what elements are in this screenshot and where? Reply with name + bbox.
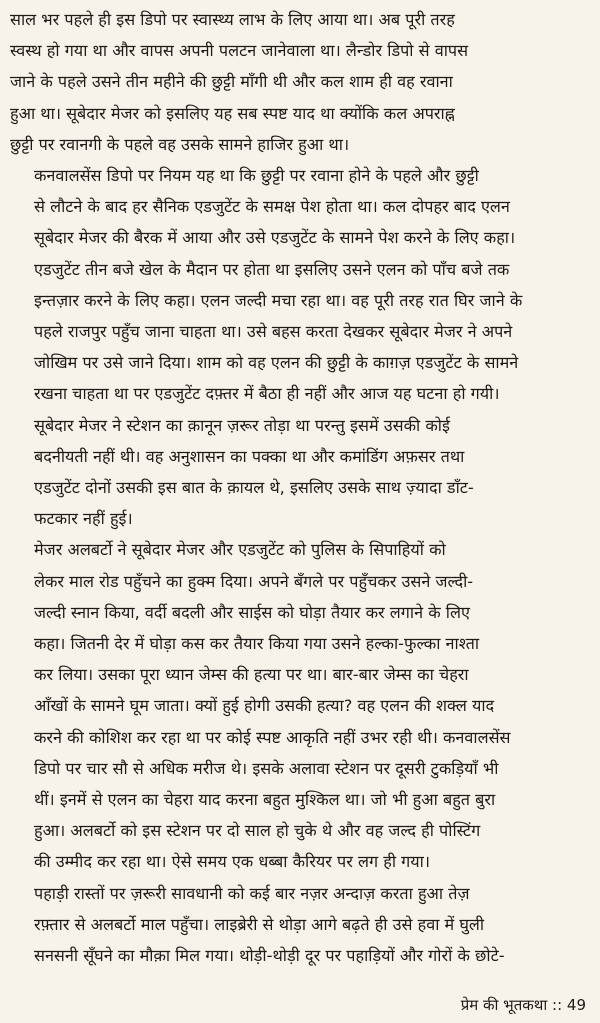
- text-line: की उम्मीद कर रहा था। ऐसे समय एक धब्बा कैरियर पर लग ही गया।: [34, 852, 430, 872]
- text-line: से लौटने के बाद हर सैनिक एडजुटेंट के समक्ष पेश होता था। कल दोपहर बाद एलन: [34, 197, 510, 217]
- text-line: सनसनी सूँघने का मौक़ा मिल गया। थोड़ी-थोड़ी दूर पर पहाड़ियों और गोरों के छोटे-: [34, 946, 505, 966]
- text-line: सूबेदार मेजर ने स्टेशन का क़ानून ज़रूर तोड़ा था परन्तु इसमें उसकी कोई: [34, 415, 450, 435]
- text-line: कर लिया। उसका पूरा ध्यान जेम्स की हत्या पर था। बार-बार जेम्स का चेहरा: [34, 665, 469, 685]
- text-line: पहले राजपुर पहुँच जाना चाहता था। उसे बहस करता देखकर सूबेदार मेजर ने अपने: [34, 322, 513, 342]
- paragraph-4: [10, 534, 590, 877]
- text-line: स्वस्थ हो गया था और वापस अपनी पलटन जानेवाला था। लैन्डोर डिपो से वापस: [10, 41, 469, 61]
- text-line: एडजुटेंट तीन बजे खेल के मैदान पर होता था इसलिए उसने एलन को पाँच बजे तक: [34, 259, 510, 279]
- paragraph-1: [10, 4, 590, 160]
- text-line: जोखिम पर उसे जाने दिया। शाम को वह एलन की छुट्टी के काग़ज़ एडजुटेंट के सामने: [34, 353, 519, 373]
- text-line: डिपो पर चार सौ से अधिक मरीज थे। इसके अलावा स्टेशन पर दूसरी टुकड़ियाँ भी: [34, 758, 499, 778]
- text-line: छुट्टी पर रवानगी के पहले वह उसके सामने हाजिर हुआ था।: [10, 134, 350, 154]
- text-line: एडजुटेंट दोनों उसकी इस बात के क़ायल थे, इसलिए उसके साथ ज़्यादा डाँट-: [34, 478, 474, 498]
- page-footer: प्रेम की भूतकथा :: 49: [460, 996, 586, 1014]
- text-line: करने की कोशिश कर रहा था पर कोई स्पष्ट आकृति नहीं उभर रही थी। कनवालसेंस: [34, 727, 511, 747]
- text-line: साल भर पहले ही इस डिपो पर स्वास्थ्य लाभ के लिए आया था। अब पूरी तरह: [10, 10, 455, 29]
- text-line: फटकार नहीं हुई।: [34, 509, 133, 529]
- text-line: लेकर माल रोड पहुँचने का हुक्म दिया। अपने बँगले पर पहुँचकर उसने जल्दी-: [34, 571, 474, 591]
- paragraph-5: [10, 878, 590, 972]
- text-line: थीं। इनमें से एलन का चेहरा याद करना बहुत मुश्किल था। जो भी हुआ बहुत बुरा: [34, 790, 496, 810]
- paragraph-2: [10, 160, 590, 410]
- text-line: कहा। जितनी देर में घोड़ा कस कर तैयार किया गया उसने हल्का-फुल्का नाश्ता: [34, 634, 480, 654]
- text-line: कनवालसेंस डिपो पर नियम यह था कि छुट्टी पर रवाना होने के पहले और छुट्टी: [34, 166, 479, 186]
- text-line: पहाड़ी रास्तों पर ज़रूरी सावधानी को कई बार नज़र अन्दाज़ करता हुआ तेज़: [34, 883, 470, 903]
- text-line: हुआ। अलबर्टो को इस स्टेशन पर दो साल हो चुके थे और वह जल्द ही पोस्टिंग: [34, 821, 481, 841]
- body-text: [10, 4, 590, 971]
- text-line: सूबेदार मेजर की बैरक में आया और उसे एडजुटेंट के सामने पेश करने के लिए कहा।: [34, 228, 516, 248]
- text-line: हुआ था। सूबेदार मेजर को इसलिए यह सब स्पष्ट याद था क्योंकि कल अपराह्न: [10, 103, 455, 123]
- paragraph-3: [10, 410, 590, 535]
- text-line: मेजर अलबर्टो ने सूबेदार मेजर और एडजुटेंट को पुलिस के सिपाहियों को: [34, 540, 446, 560]
- text-line: जल्दी स्नान किया, वर्दी बदली और साईस को घोड़ा तैयार कर लगाने के लिए: [34, 602, 470, 622]
- text-line: बदनीयती नहीं थी। वह अनुशासन का पक्का था और कमांडिंग अफ़सर तथा: [34, 446, 465, 466]
- text-line: आँखों के सामने घूम जाता। क्यों हुई होगी उसकी हत्या? वह एलन की शक्ल याद: [34, 696, 495, 716]
- text-line: रखना चाहता था पर एडजुटेंट दफ़्तर में बैठा ही नहीं और आज यह घटना हो गयी।: [34, 384, 500, 404]
- text-line: इन्तज़ार करने के लिए कहा। एलन जल्दी मचा रहा था। वह पूरी तरह रात घिर जाने के: [34, 290, 523, 310]
- text-line: रफ़्तार से अलबर्टो माल पहुँचा। लाइब्रेरी से थोड़ा आगे बढ़ते ही उसे हवा में घुली: [34, 914, 485, 934]
- text-line: जाने के पहले उसने तीन महीने की छुट्टी माँगी थी और कल शाम ही वह रवाना: [10, 72, 453, 92]
